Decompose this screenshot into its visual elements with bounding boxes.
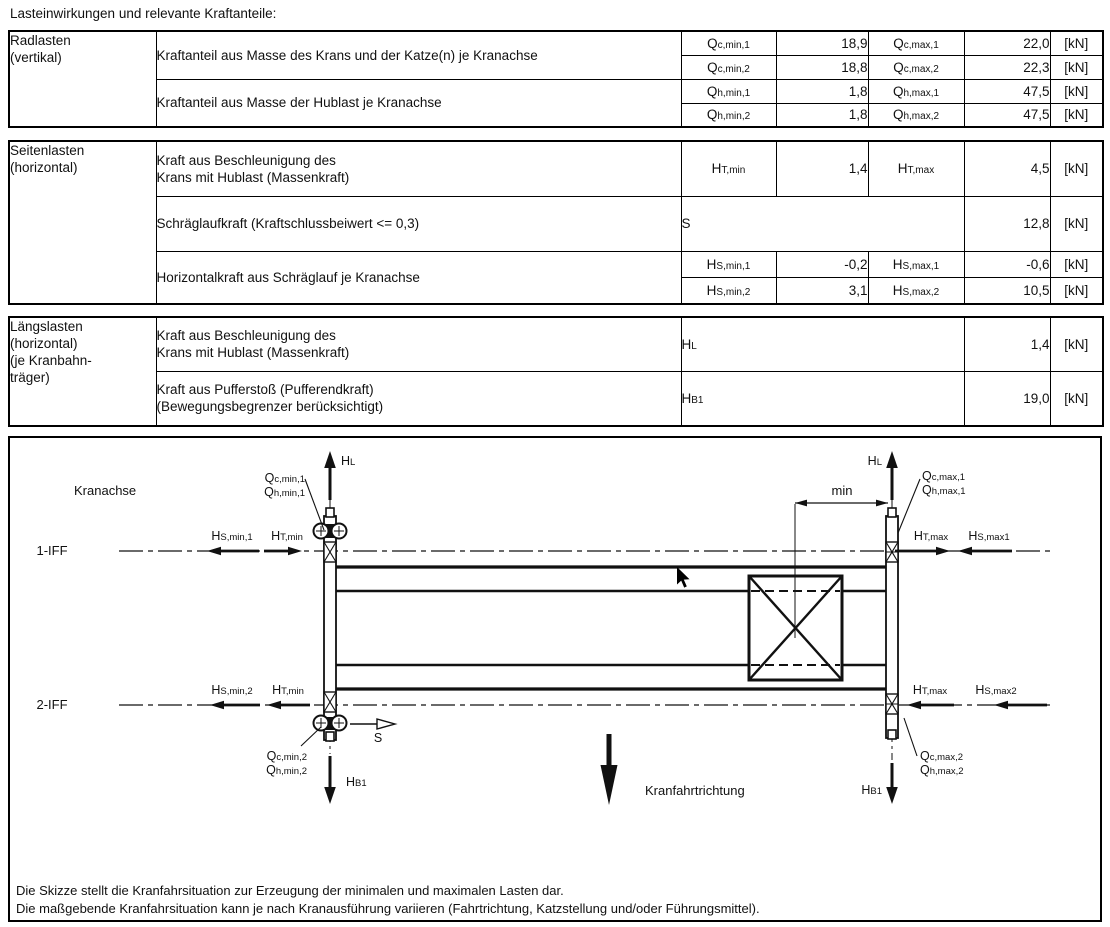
svg-text:HT,min: HT,min [272, 683, 304, 697]
note-line: Die maßgebende Kranfahrsituation kann je nach Kranausführung variieren (Fahrtrichtung, Katzstellung und/oder Führungsmittel). [16, 901, 760, 916]
crane-sketch [10, 438, 1100, 920]
value-cell: 22,0 [964, 31, 1050, 55]
svg-text:Qh,min,2: Qh,min,2 [266, 763, 307, 777]
buffer-bottom-right [888, 730, 896, 739]
svg-text:Qc,min,2: Qc,min,2 [266, 749, 307, 763]
travel-direction-label: Kranfahrtrichtung [645, 783, 745, 798]
buffer-top-right [888, 508, 896, 517]
symbol-cell-wide: S [681, 196, 964, 251]
value-cell: 1,8 [776, 79, 868, 103]
wheel-load-labels [264, 469, 965, 777]
symbol-cell: Qh,max,2 [868, 103, 964, 127]
force-s-label: S [373, 731, 383, 745]
value-cell: 47,5 [964, 103, 1050, 127]
force-hl-left [324, 451, 355, 500]
value-cell: 10,5 [964, 277, 1050, 304]
svg-text:Qh,min,1: Qh,min,1 [264, 485, 305, 499]
travel-direction-arrow [601, 734, 745, 805]
desc-pufferstoss: Kraft aus Pufferstoß (Pufferendkraft) (Bewegungsbegrenzer berücksichtigt) [156, 371, 681, 426]
value-cell: 4,5 [964, 141, 1050, 196]
svg-text:HT,max: HT,max [913, 529, 949, 543]
svg-text:Qh,max,1: Qh,max,1 [922, 483, 966, 497]
guide-roller-left-2iff [324, 692, 336, 712]
force-hb1-left [324, 756, 366, 804]
svg-text:Qc,min,1: Qc,min,1 [264, 471, 305, 485]
trolley [749, 504, 842, 680]
value-cell: 47,5 [964, 79, 1050, 103]
table-radlasten [8, 30, 1104, 128]
symbol-cell: HT,max [868, 141, 964, 196]
symbol-cell: HS,max,2 [868, 277, 964, 304]
force-hs-min-1 [207, 529, 259, 555]
buffer-bottom-left [326, 732, 334, 741]
symbol-cell: HS,max,1 [868, 251, 964, 277]
svg-text:HS,min,2: HS,min,2 [211, 683, 253, 697]
symbol-cell: Qh,max,1 [868, 79, 964, 103]
symbol-cell: Qc,max,1 [868, 31, 964, 55]
symbol-cell: HS,min,2 [681, 277, 776, 304]
force-ht-min-1iff [264, 529, 303, 555]
desc-horizontalkraft: Horizontalkraft aus Schräglauf je Kranachse [156, 251, 681, 304]
unit-cell: [kN] [1050, 251, 1103, 277]
kranachse-label: Kranachse [74, 483, 137, 498]
symbol-cell-wide: HL [681, 317, 964, 371]
unit-cell: [kN] [1050, 141, 1103, 196]
symbol-cell-wide: HB1 [681, 371, 964, 426]
value-cell: -0,6 [964, 251, 1050, 277]
rail-left [314, 508, 347, 741]
category-laengslasten: Längslasten (horizontal) (je Kranbahn- träger) [9, 317, 156, 426]
dimension-min [795, 483, 888, 506]
unit-cell: [kN] [1050, 371, 1103, 426]
rail-right [886, 508, 898, 739]
symbol-cell: Qh,min,2 [681, 103, 776, 127]
unit-cell: [kN] [1050, 79, 1103, 103]
svg-text:HL: HL [341, 454, 356, 468]
value-cell: 1,4 [776, 141, 868, 196]
symbol-cell: Qc,min,2 [681, 55, 776, 79]
desc-hublast: Kraftanteil aus Masse der Hublast je Kranachse [156, 79, 681, 127]
force-ht-max-1iff [895, 529, 950, 555]
force-s [350, 719, 395, 745]
symbol-cell: Qc,min,1 [681, 31, 776, 55]
guide-roller-left-1iff [324, 542, 336, 562]
symbol-cell: Qc,max,2 [868, 55, 964, 79]
symbol-cell: HS,min,1 [681, 251, 776, 277]
desc-beschleunigung-laengs: Kraft aus Beschleunigung des Krans mit Hublast (Massenkraft) [156, 317, 681, 371]
value-cell: -0,2 [776, 251, 868, 277]
unit-cell: [kN] [1050, 103, 1103, 127]
table-seitenlasten [8, 140, 1104, 305]
svg-text:HB1: HB1 [346, 775, 367, 789]
unit-cell: [kN] [1050, 317, 1103, 371]
svg-text:HS,min,1: HS,min,1 [211, 529, 253, 543]
desc-schraeglaufkraft: Schräglaufkraft (Kraftschlussbeiwert <= 0,3) [156, 196, 681, 251]
desc-beschleunigung: Kraft aus Beschleunigung des Krans mit Hublast (Massenkraft) [156, 141, 681, 196]
dimension-min-label: min [831, 483, 853, 498]
svg-text:HL: HL [867, 454, 882, 468]
axis-2iff-label: 2-IFF [36, 697, 68, 712]
crane-sketch-panel [8, 436, 1102, 922]
value-cell: 18,9 [776, 31, 868, 55]
svg-text:Qc,max,1: Qc,max,1 [922, 469, 965, 483]
value-cell: 1,4 [964, 317, 1050, 371]
unit-cell: [kN] [1050, 277, 1103, 304]
force-ht-max-2iff [907, 683, 954, 709]
value-cell: 3,1 [776, 277, 868, 304]
axis-1iff-label: 1-IFF [36, 543, 68, 558]
force-hs-max1 [958, 529, 1012, 555]
crane-axis-lines [119, 551, 1052, 705]
force-ht-min-2iff [267, 683, 310, 709]
svg-text:HB1: HB1 [861, 783, 882, 797]
force-hb1-right [861, 763, 897, 804]
desc-kran-katze: Kraftanteil aus Masse des Krans und der Katze(n) je Kranachse [156, 31, 681, 79]
symbol-cell: HT,min [681, 141, 776, 196]
svg-text:HS,max2: HS,max2 [975, 683, 1017, 697]
value-cell: 12,8 [964, 196, 1050, 251]
value-cell: 1,8 [776, 103, 868, 127]
unit-cell: [kN] [1050, 55, 1103, 79]
guide-roller-right-2iff [886, 694, 898, 714]
svg-text:Qh,max,2: Qh,max,2 [920, 763, 964, 777]
svg-text:HT,min: HT,min [271, 529, 303, 543]
svg-text:Qc,max,2: Qc,max,2 [920, 749, 963, 763]
page-title: Lasteinwirkungen und relevante Kraftanteile: [10, 6, 277, 21]
svg-text:HS,max1: HS,max1 [968, 529, 1010, 543]
unit-cell: [kN] [1050, 31, 1103, 55]
value-cell: 19,0 [964, 371, 1050, 426]
force-hs-min-2 [210, 683, 260, 709]
note-line: Die Skizze stellt die Kranfahrsituation zur Erzeugung der minimalen und maximalen Lasten dar. [16, 883, 564, 898]
value-cell: 18,8 [776, 55, 868, 79]
table-laengslasten [8, 316, 1104, 427]
diagram-notes [16, 882, 760, 918]
buffer-top-left [326, 508, 334, 517]
value-cell: 22,3 [964, 55, 1050, 79]
force-hl-right [868, 451, 898, 500]
category-seitenlasten: Seitenlasten (horizontal) [9, 141, 156, 304]
category-radlasten: Radlasten (vertikal) [9, 31, 156, 127]
symbol-cell: Qh,min,1 [681, 79, 776, 103]
unit-cell: [kN] [1050, 196, 1103, 251]
svg-text:HT,max: HT,max [912, 683, 948, 697]
mouse-cursor-icon [677, 567, 690, 588]
